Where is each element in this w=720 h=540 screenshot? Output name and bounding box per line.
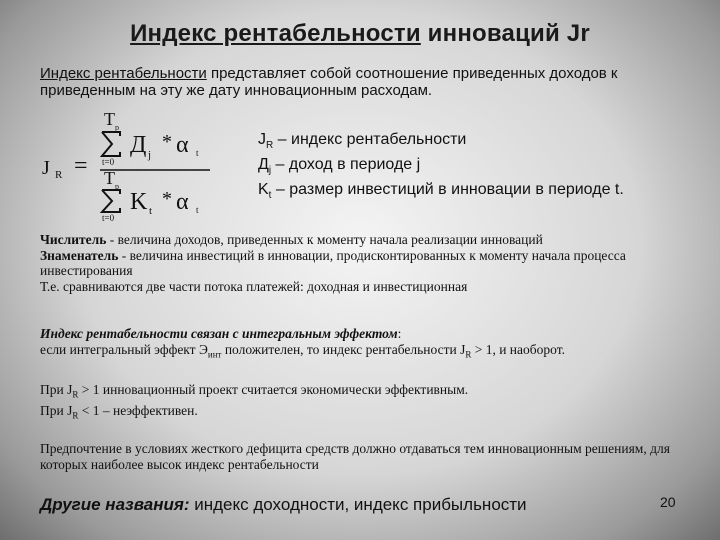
- integral-effect-text-b: положителен, то индекс рентабельности J: [221, 341, 466, 357]
- eff2-a: При J: [40, 403, 73, 419]
- profitability-index-formula: [38, 110, 248, 222]
- denominator-term: K: [130, 189, 148, 215]
- num-sum-bottom: t=0: [102, 157, 115, 167]
- comparison-line: Т.е. сравниваются две части потока платежей: доходная и инвестиционная: [40, 278, 468, 294]
- formula-legend: [258, 130, 698, 206]
- denominator-label: Знаменатель: [40, 247, 119, 263]
- legend-kt-symbol: K: [258, 181, 269, 199]
- numerator-label: Числитель: [40, 232, 107, 247]
- integral-effect-paragraph: [40, 326, 700, 363]
- denominator-text: - величина инвестиций в инновации, продисконтированных к моменту начала процесса инвестирования: [40, 247, 626, 278]
- numerator-term: Д: [130, 132, 147, 158]
- other-names: [40, 495, 640, 515]
- eff2-b: < 1 – неэффективен.: [78, 403, 198, 419]
- denominator-line: [40, 248, 700, 279]
- den-alpha-sub: t: [196, 205, 199, 215]
- legend-line-dj: [258, 155, 698, 180]
- intro-rest: представляет собой соотношение приведенных доходов к приведенным на эту же дату инновационным расходам.: [40, 65, 618, 99]
- legend-line-kt: [258, 180, 698, 205]
- den-sum-top-sub: р: [115, 182, 119, 191]
- integral-effect-text-c: > 1, и наоборот.: [471, 341, 565, 357]
- legend-jr-sub: R: [266, 140, 274, 152]
- integral-effect-sub-int: инт: [207, 349, 222, 360]
- legend-jr-symbol: J: [258, 131, 266, 148]
- legend-dj-symbol: Д: [258, 156, 269, 174]
- numerator-line: [40, 232, 700, 248]
- integral-effect-line: [40, 342, 700, 363]
- integral-effect-colon: :: [397, 326, 402, 341]
- preference-paragraph: Предпочтение в условиях жесткого дефицита средств должно отдаваться тем инновационным решениям, для которых наиболее высок индекс рентабельности: [40, 441, 670, 472]
- legend-dj-sub: j: [268, 165, 272, 177]
- other-names-text: индекс доходности, индекс прибыльности: [189, 495, 527, 514]
- intro-lead: Индекс рентабельности: [40, 65, 207, 82]
- den-alpha: α: [176, 189, 189, 215]
- other-names-label: Другие названия:: [40, 495, 190, 514]
- num-sum-top-sub: р: [115, 123, 119, 132]
- legend-kt-text: – размер инвестиций в инновации в периоде t.: [271, 181, 624, 199]
- efficiency-paragraph: [40, 382, 700, 424]
- num-sum-top: T: [104, 110, 115, 129]
- title-underlined: Индекс рентабельности: [130, 20, 421, 47]
- eff2-sub: R: [72, 410, 79, 421]
- num-alpha: α: [176, 132, 189, 158]
- integral-effect-heading: [40, 326, 700, 342]
- num-alpha-sub: t: [196, 148, 199, 158]
- legend-kt-sub: t: [268, 190, 272, 202]
- numerator-text: - величина доходов, приведенных к моменту начала реализации инноваций: [106, 232, 543, 247]
- slide-title: [0, 20, 720, 48]
- integral-effect-text-a: если интегральный эффект Э: [40, 341, 208, 357]
- numerator-sub: j: [148, 149, 152, 161]
- numerator-denominator-paragraph: [40, 232, 700, 294]
- intro-paragraph: [40, 65, 690, 99]
- formula-lhs-sub: R: [55, 169, 63, 181]
- efficiency-line-2: [40, 403, 700, 424]
- formula-lhs: J: [42, 157, 50, 179]
- eff1-a: При J: [40, 382, 73, 397]
- legend-dj-text: – доход в периоде j: [271, 156, 421, 174]
- eff1-sub: R: [72, 389, 79, 400]
- den-sum-bottom: t=0: [102, 213, 115, 222]
- den-times: *: [162, 188, 172, 210]
- page-number: 20: [660, 494, 676, 510]
- formula-equals: =: [74, 153, 88, 179]
- legend-line-jr: [258, 130, 698, 155]
- den-sum-top: T: [104, 168, 115, 188]
- num-sigma: [102, 132, 120, 156]
- title-rest: инноваций Jr: [420, 20, 590, 47]
- eff1-b: > 1 инновационный проект считается экономически эффективным.: [78, 382, 469, 397]
- efficiency-line-1: [40, 382, 700, 403]
- denominator-sub: t: [149, 205, 153, 217]
- integral-effect-sub-r: R: [465, 349, 472, 360]
- legend-jr-text: – индекс рентабельности: [273, 131, 467, 148]
- num-times: *: [162, 131, 172, 153]
- integral-effect-lead: Индекс рентабельности связан с интегральным эффектом: [40, 326, 398, 341]
- den-sigma: [102, 190, 120, 212]
